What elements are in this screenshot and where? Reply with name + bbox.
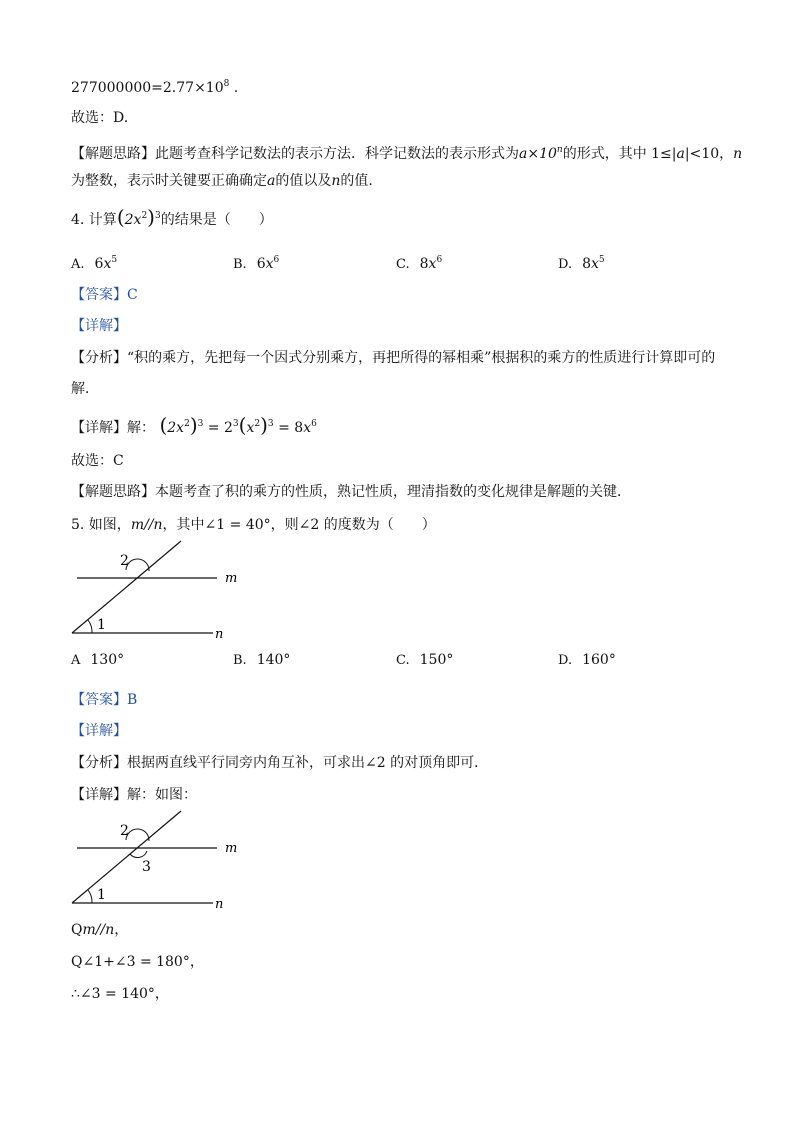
tip-line-1 xyxy=(71,140,742,164)
option-exp: 5 xyxy=(111,255,118,265)
since-symbol: Q xyxy=(71,922,83,938)
option-label: D. xyxy=(558,257,573,272)
analysis-text: 根据两直线平行同旁内角互补，可求出∠2 的对顶角即可． xyxy=(127,755,489,771)
math-a: a×10 xyxy=(519,146,557,162)
option-exp: 5 xyxy=(598,255,605,265)
option-exp: 6 xyxy=(273,255,280,265)
label-m: m xyxy=(225,571,238,586)
angle-2-label: 2 xyxy=(120,823,129,839)
option-coef: 8 xyxy=(419,256,429,272)
tip-tag: 【解题思路】 xyxy=(71,146,155,162)
q5-prefix: 5. 如图， xyxy=(71,517,131,533)
step-1 xyxy=(71,920,128,940)
sol-x-inner-exp: 2 xyxy=(254,419,261,429)
q4-analysis-2: 解． xyxy=(71,381,99,397)
option-value: 150° xyxy=(419,652,454,668)
option-value: 130° xyxy=(90,652,125,668)
step-3-text: ∠3 = 140°， xyxy=(79,986,169,1002)
q5-detail-label: 【详解】解：如图： xyxy=(71,787,197,803)
q4-choose: 故选：C xyxy=(71,453,124,469)
math-b: a xyxy=(676,146,685,162)
angle-1-arc xyxy=(88,620,92,633)
analysis-tag: 【分析】 xyxy=(71,350,127,366)
analysis-tag: 【分析】 xyxy=(71,755,127,771)
q4-inner-exp: 2 xyxy=(141,211,148,221)
q5-option-d[interactable] xyxy=(558,650,616,671)
option-label: D. xyxy=(558,653,573,668)
sol-eq1: = 2 xyxy=(203,420,233,436)
q4-option-a[interactable] xyxy=(71,250,117,275)
label-n: n xyxy=(215,897,224,912)
angle-3-label: 3 xyxy=(142,859,151,875)
math-a2: a xyxy=(267,173,276,189)
tip-line2-text-b: 的值以及 xyxy=(275,173,332,189)
q4-base: 2x xyxy=(124,212,142,228)
angle-1-label: 1 xyxy=(97,887,106,903)
angle-2-arc xyxy=(126,829,149,841)
exponent: 8 xyxy=(223,79,230,89)
q4-option-c[interactable] xyxy=(396,250,442,275)
option-var: x xyxy=(103,256,112,272)
option-var: x xyxy=(265,256,274,272)
figure-parallel-lines xyxy=(60,535,250,645)
tip-tag: 【解题思路】 xyxy=(71,484,155,500)
tip-line2-text-a: 为整数，表示时关键要正确确定 xyxy=(71,173,267,189)
q5-text: ，其中∠1 = 40°，则∠2 的度数为（ ） xyxy=(162,517,436,533)
q4-analysis-1 xyxy=(71,348,715,368)
q4-suffix: 的结果是（ ） xyxy=(160,212,273,228)
sol-base: 2x xyxy=(167,420,185,436)
question-5 xyxy=(71,515,436,535)
option-label: C. xyxy=(396,257,410,272)
step-parallel: m//n xyxy=(82,922,115,938)
result-line xyxy=(71,74,238,98)
tip-text: 本题考查了积的乘方的性质，熟记性质，理清指数的变化规律是解题的关键． xyxy=(155,484,631,500)
sol-x: x xyxy=(246,420,255,436)
q4-answer: 【答案】C xyxy=(71,287,138,303)
detail-label: 【详解】解： xyxy=(71,420,155,436)
tip-text-c: |<10， xyxy=(684,146,734,162)
math-c: n xyxy=(733,146,743,162)
comma: ， xyxy=(114,922,129,938)
sol-x-outer-exp: 3 xyxy=(267,419,274,429)
q5-parallel: m//n xyxy=(130,517,163,533)
q4-prefix: 4. 计算 xyxy=(71,212,117,228)
tip-line-2 xyxy=(71,171,373,191)
tip-text-b: 的形式，其中 1≤| xyxy=(562,146,677,162)
therefore-symbol: ∴ xyxy=(71,986,80,1002)
angle-1-arc xyxy=(88,890,92,903)
q4-option-d[interactable] xyxy=(558,250,605,275)
paren-right-2: ) xyxy=(260,413,268,437)
paren-left: ( xyxy=(159,413,168,437)
sol-inner-exp: 2 xyxy=(184,419,190,429)
sol-result-var: x xyxy=(303,420,312,436)
math-n2: n xyxy=(331,173,341,189)
option-var: x xyxy=(428,256,437,272)
step-3 xyxy=(71,984,169,1004)
angle-2-arc xyxy=(126,559,149,571)
scientific-expression: 277000000=2.77×10 xyxy=(71,80,224,96)
step-2 xyxy=(71,952,204,972)
option-coef: 6 xyxy=(256,256,266,272)
sol-eq2: = 8 xyxy=(273,420,304,436)
choice-line: 故选：D. xyxy=(71,110,129,126)
q4-detail-tag: 【详解】 xyxy=(71,318,127,334)
q5-option-a[interactable] xyxy=(71,650,124,671)
math-n: n xyxy=(556,145,563,155)
q4-option-b[interactable] xyxy=(233,250,279,275)
option-value: 160° xyxy=(582,652,616,668)
angle-2-label: 2 xyxy=(120,553,129,569)
q5-answer: 【答案】B xyxy=(71,692,138,708)
analysis-text: “积的乘方，先把每一个因式分别乘方，再把所得的幂相乘”根据积的乘方的性质进行计算即可的 xyxy=(127,350,716,366)
sol-2-exp: 3 xyxy=(232,419,239,429)
option-var: x xyxy=(591,256,599,272)
paren-left: ( xyxy=(116,205,125,229)
option-value: 140° xyxy=(256,652,291,668)
label-n: n xyxy=(215,627,224,642)
label-m: m xyxy=(225,841,238,856)
paren-right: ) xyxy=(189,413,198,437)
q4-outer-exp: 3 xyxy=(154,211,161,221)
option-label: A. xyxy=(71,257,85,272)
step-2-text: ∠1+∠3 = 180°， xyxy=(82,954,204,970)
option-label: A xyxy=(71,653,81,668)
sol-result-exp: 6 xyxy=(311,419,317,429)
question-4 xyxy=(71,206,273,230)
q4-tip xyxy=(71,482,631,502)
since-symbol: Q xyxy=(71,954,83,970)
figure-parallel-lines-detail xyxy=(60,808,250,918)
option-coef: 8 xyxy=(582,256,592,272)
paren-left-2: ( xyxy=(238,413,247,437)
tip-line2-text-c: 的值. xyxy=(340,173,373,189)
q5-option-b[interactable] xyxy=(233,650,290,671)
paren-right: ) xyxy=(147,205,155,229)
option-label: C. xyxy=(396,653,410,668)
q5-analysis xyxy=(71,753,488,773)
option-label: B. xyxy=(233,257,247,272)
q5-detail-tag: 【详解】 xyxy=(71,723,127,739)
sol-outer-exp: 3 xyxy=(197,419,204,429)
option-coef: 6 xyxy=(94,256,104,272)
option-label: B. xyxy=(233,653,247,668)
option-exp: 6 xyxy=(436,255,443,265)
q5-option-c[interactable] xyxy=(396,650,453,671)
q4-solution xyxy=(71,414,317,438)
period: . xyxy=(229,80,239,96)
tip-text-a: 此题考查科学记数法的表示方法．科学记数法的表示形式为 xyxy=(155,146,519,162)
angle-1-label: 1 xyxy=(97,617,106,633)
